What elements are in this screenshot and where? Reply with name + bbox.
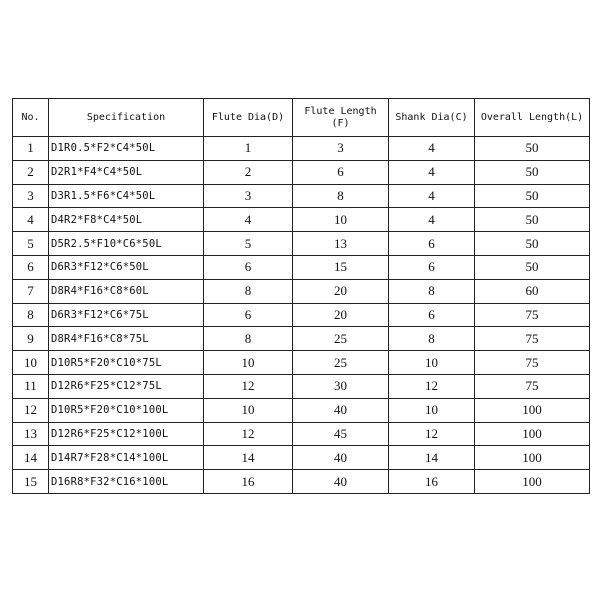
cell-no: 5 <box>13 232 49 256</box>
cell-flute-dia: 5 <box>204 232 293 256</box>
cell-flute-length: 20 <box>293 303 389 327</box>
cell-flute-length: 10 <box>293 208 389 232</box>
cell-shank-dia: 12 <box>389 422 475 446</box>
cell-specification: D3R1.5*F6*C4*50L <box>49 184 204 208</box>
header-flute-length-line1: Flute Length <box>304 105 377 117</box>
header-flute-dia: Flute Dia(D) <box>204 99 293 137</box>
table-row <box>13 446 590 470</box>
cell-specification: D6R3*F12*C6*50L <box>49 255 204 279</box>
header-no: No. <box>13 99 49 137</box>
cell-flute-length: 15 <box>293 255 389 279</box>
cell-overall-length: 50 <box>475 208 590 232</box>
cell-flute-dia: 1 <box>204 137 293 161</box>
cell-no: 8 <box>13 303 49 327</box>
cell-flute-length: 30 <box>293 374 389 398</box>
cell-shank-dia: 8 <box>389 279 475 303</box>
table-row <box>13 137 590 161</box>
cell-no: 1 <box>13 137 49 161</box>
cell-flute-dia: 14 <box>204 446 293 470</box>
cell-no: 3 <box>13 184 49 208</box>
table-row <box>13 351 590 375</box>
table-row <box>13 160 590 184</box>
cell-specification: D8R4*F16*C8*60L <box>49 279 204 303</box>
cell-no: 12 <box>13 398 49 422</box>
cell-no: 13 <box>13 422 49 446</box>
cell-shank-dia: 12 <box>389 374 475 398</box>
cell-shank-dia: 6 <box>389 303 475 327</box>
cell-flute-length: 40 <box>293 470 389 494</box>
table-row <box>13 470 590 494</box>
cell-flute-dia: 2 <box>204 160 293 184</box>
cell-flute-length: 20 <box>293 279 389 303</box>
header-flute-length <box>293 99 389 137</box>
cell-shank-dia: 6 <box>389 232 475 256</box>
cell-flute-length: 45 <box>293 422 389 446</box>
cell-shank-dia: 14 <box>389 446 475 470</box>
cell-specification: D6R3*F12*C6*75L <box>49 303 204 327</box>
cell-flute-length: 3 <box>293 137 389 161</box>
cell-flute-length: 13 <box>293 232 389 256</box>
cell-flute-length: 25 <box>293 327 389 351</box>
cell-overall-length: 50 <box>475 184 590 208</box>
table-row <box>13 279 590 303</box>
cell-no: 7 <box>13 279 49 303</box>
cell-specification: D1R0.5*F2*C4*50L <box>49 137 204 161</box>
cell-specification: D2R1*F4*C4*50L <box>49 160 204 184</box>
cell-specification: D8R4*F16*C8*75L <box>49 327 204 351</box>
cell-overall-length: 50 <box>475 232 590 256</box>
cell-overall-length: 75 <box>475 303 590 327</box>
cell-overall-length: 100 <box>475 446 590 470</box>
cell-shank-dia: 4 <box>389 184 475 208</box>
cell-overall-length: 100 <box>475 398 590 422</box>
cell-no: 6 <box>13 255 49 279</box>
cell-overall-length: 100 <box>475 470 590 494</box>
cell-no: 2 <box>13 160 49 184</box>
table-row <box>13 374 590 398</box>
cell-flute-dia: 10 <box>204 351 293 375</box>
cell-flute-length: 8 <box>293 184 389 208</box>
cell-overall-length: 100 <box>475 422 590 446</box>
specification-table <box>12 98 590 494</box>
cell-flute-dia: 12 <box>204 422 293 446</box>
table-row <box>13 303 590 327</box>
cell-specification: D14R7*F28*C14*100L <box>49 446 204 470</box>
cell-flute-dia: 8 <box>204 327 293 351</box>
cell-shank-dia: 16 <box>389 470 475 494</box>
cell-no: 10 <box>13 351 49 375</box>
table-row <box>13 232 590 256</box>
table-row <box>13 327 590 351</box>
cell-specification: D5R2.5*F10*C6*50L <box>49 232 204 256</box>
cell-flute-dia: 16 <box>204 470 293 494</box>
cell-shank-dia: 6 <box>389 255 475 279</box>
header-specification: Specification <box>49 99 204 137</box>
table-row <box>13 208 590 232</box>
cell-overall-length: 50 <box>475 160 590 184</box>
table-row <box>13 255 590 279</box>
cell-overall-length: 75 <box>475 327 590 351</box>
table-header-row <box>13 99 590 137</box>
cell-overall-length: 50 <box>475 137 590 161</box>
cell-flute-dia: 3 <box>204 184 293 208</box>
cell-specification: D4R2*F8*C4*50L <box>49 208 204 232</box>
cell-flute-dia: 6 <box>204 255 293 279</box>
cell-no: 4 <box>13 208 49 232</box>
header-shank-dia: Shank Dia(C) <box>389 99 475 137</box>
cell-shank-dia: 4 <box>389 160 475 184</box>
cell-flute-length: 25 <box>293 351 389 375</box>
cell-overall-length: 60 <box>475 279 590 303</box>
cell-flute-length: 40 <box>293 398 389 422</box>
cell-specification: D10R5*F20*C10*100L <box>49 398 204 422</box>
cell-flute-dia: 8 <box>204 279 293 303</box>
cell-shank-dia: 8 <box>389 327 475 351</box>
cell-no: 15 <box>13 470 49 494</box>
cell-flute-dia: 4 <box>204 208 293 232</box>
cell-specification: D10R5*F20*C10*75L <box>49 351 204 375</box>
cell-no: 11 <box>13 374 49 398</box>
table-row <box>13 398 590 422</box>
cell-shank-dia: 10 <box>389 398 475 422</box>
cell-overall-length: 50 <box>475 255 590 279</box>
cell-no: 9 <box>13 327 49 351</box>
cell-flute-length: 6 <box>293 160 389 184</box>
cell-shank-dia: 10 <box>389 351 475 375</box>
cell-shank-dia: 4 <box>389 137 475 161</box>
cell-flute-dia: 10 <box>204 398 293 422</box>
cell-overall-length: 75 <box>475 374 590 398</box>
cell-shank-dia: 4 <box>389 208 475 232</box>
header-flute-length-line2: (F) <box>331 117 350 129</box>
header-overall-length: Overall Length(L) <box>475 99 590 137</box>
cell-flute-length: 40 <box>293 446 389 470</box>
cell-overall-length: 75 <box>475 351 590 375</box>
cell-specification: D12R6*F25*C12*75L <box>49 374 204 398</box>
cell-specification: D12R6*F25*C12*100L <box>49 422 204 446</box>
cell-flute-dia: 12 <box>204 374 293 398</box>
cell-flute-dia: 6 <box>204 303 293 327</box>
table-row <box>13 422 590 446</box>
cell-specification: D16R8*F32*C16*100L <box>49 470 204 494</box>
table-row <box>13 184 590 208</box>
cell-no: 14 <box>13 446 49 470</box>
